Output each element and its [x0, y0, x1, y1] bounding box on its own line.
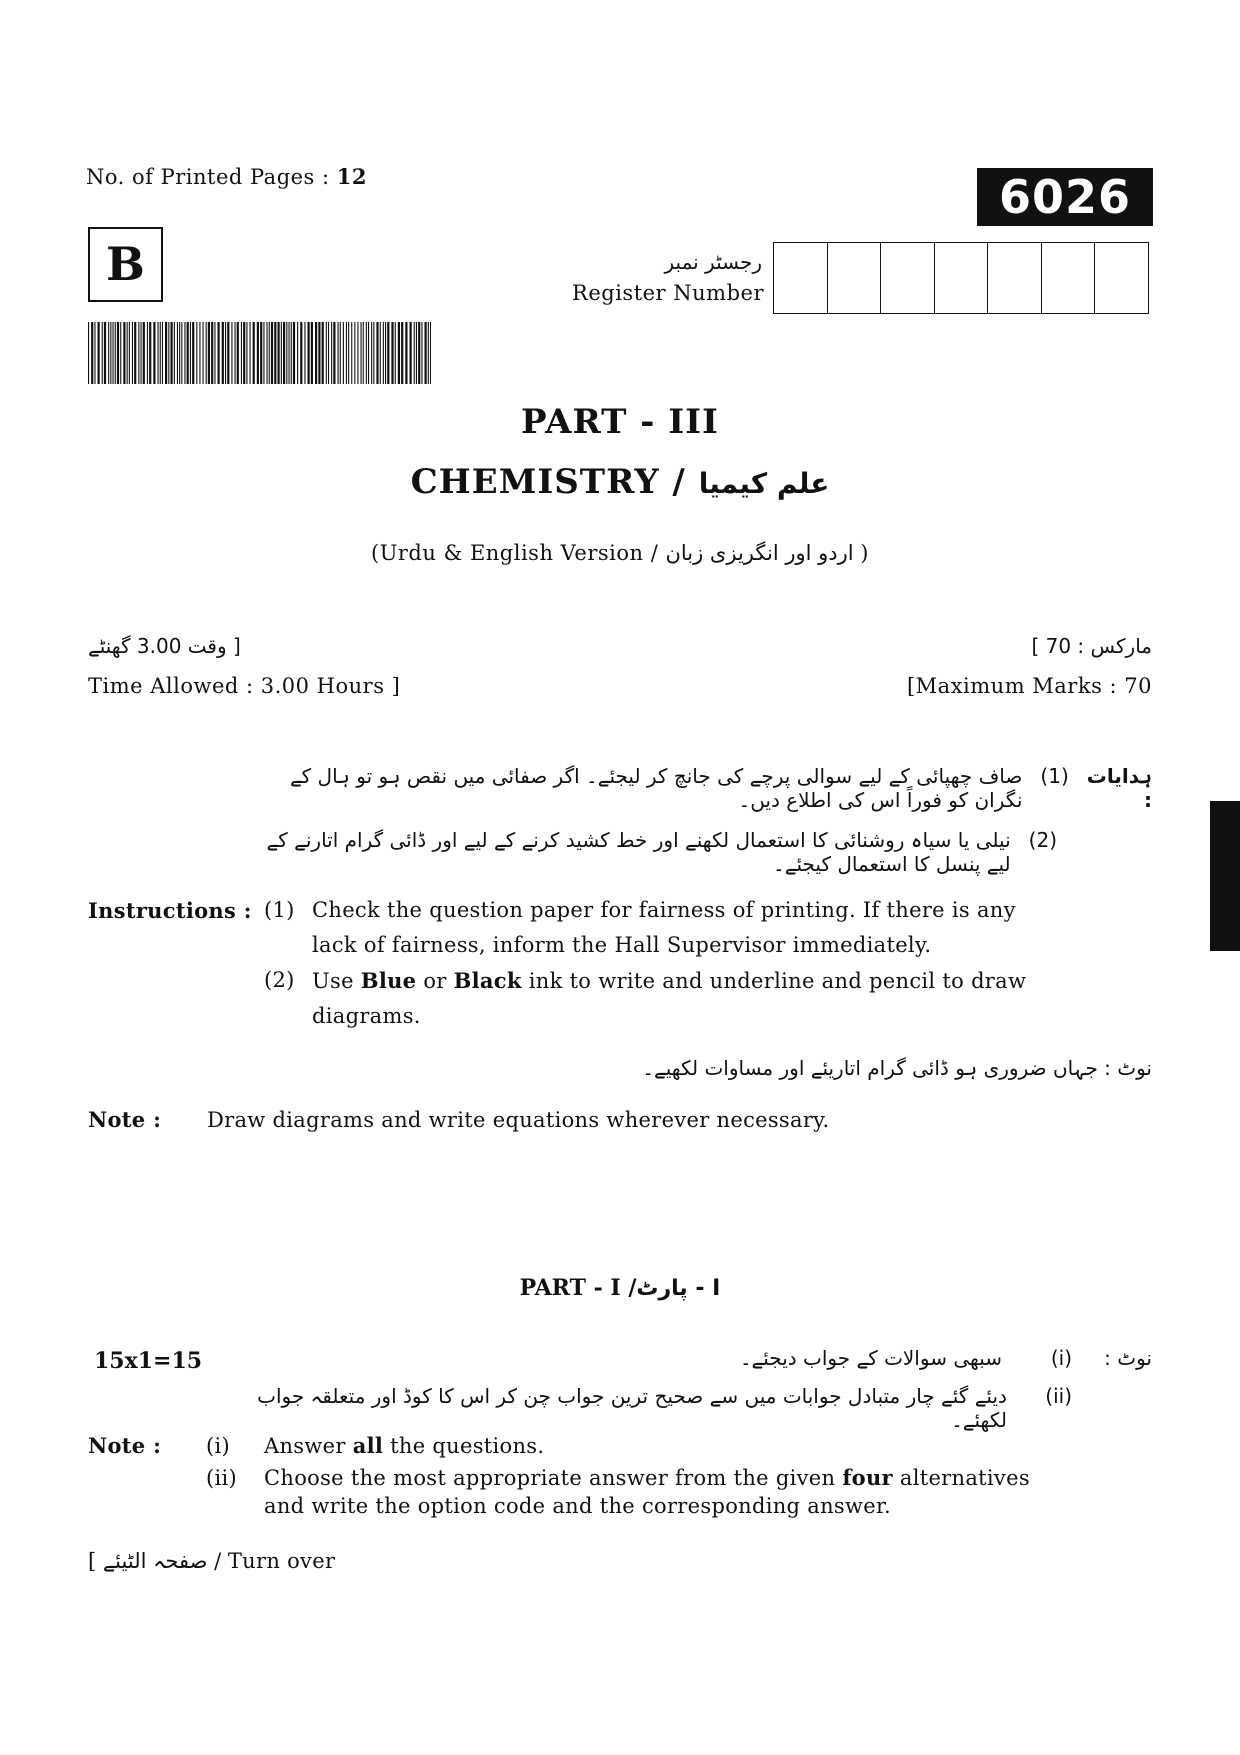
part-one-note: [88, 1432, 1092, 1520]
part-one-note-item: [88, 1432, 1092, 1460]
register-digit-box[interactable]: [774, 243, 828, 313]
register-digit-box[interactable]: [988, 243, 1042, 313]
part-one-title-urdu: I - پارٹ: [636, 1276, 721, 1301]
urdu-note-number: (i): [1050, 1346, 1072, 1370]
urdu-note-item: [252, 1384, 1152, 1432]
part-one-note-number: (i): [206, 1434, 231, 1458]
note-text-line: and write the option code and the corresponding answer.: [264, 1494, 891, 1518]
part-one-urdu-note: [252, 1346, 1152, 1432]
note-text-part: alternatives: [892, 1466, 1030, 1490]
urdu-instructions-label: ہدایات :: [1086, 764, 1152, 812]
printed-pages-value: 12: [336, 164, 367, 189]
urdu-instruction-text: نیلی یا سیاہ روشنائی کا استعمال لکھنے اور خط کشید کرنے کے لیے اور ڈائی گرام اتارنے کے لیے پنسل کا استعمال کیجئے۔: [266, 828, 1011, 876]
note: [88, 1107, 830, 1132]
time-allowed: Time Allowed : 3.00 Hours ]: [88, 674, 401, 698]
note-text: Draw diagrams and write equations wherever necessary.: [207, 1108, 830, 1132]
version-english: (Urdu & English Version /: [371, 541, 666, 565]
note-label: Note :: [88, 1107, 162, 1132]
note-urdu: نوٹ : جہاں ضروری ہو ڈائی گرام اتاریئے اور مساوات لکھیے۔: [642, 1056, 1152, 1080]
turn-over-open: [: [88, 1549, 103, 1573]
instruction-number: (1): [264, 898, 295, 922]
subject-title-urdu: علم کیمیا: [698, 467, 830, 500]
part-one-note-label: Note :: [88, 1433, 162, 1458]
instructions-block: [88, 893, 1092, 1034]
instruction-number: (2): [264, 968, 295, 992]
instruction-text-line: diagrams.: [312, 1004, 421, 1028]
part-one-note-number: (ii): [206, 1466, 238, 1490]
subject-title: [0, 462, 1240, 502]
instruction-text-part: Use: [312, 969, 361, 993]
part-one-title: [0, 1275, 1240, 1301]
subject-title-english: CHEMISTRY /: [410, 462, 686, 502]
register-number-label: Register Number: [572, 281, 764, 305]
instruction-text: [312, 963, 1082, 1034]
instruction-item: [88, 893, 1092, 963]
version-urdu: اردو اور انگریزی زبان: [665, 541, 854, 565]
instruction-emphasis-black: Black: [453, 968, 522, 993]
register-digit-box[interactable]: [1095, 243, 1148, 313]
urdu-note-number: (ii): [1045, 1384, 1072, 1408]
register-digit-box[interactable]: [1042, 243, 1096, 313]
paper-code-badge: 6026: [977, 168, 1153, 226]
urdu-instruction-item: [252, 764, 1152, 812]
instruction-emphasis-blue: Blue: [360, 968, 417, 993]
instruction-text-line: Check the question paper for fairness of printing. If there is any: [312, 898, 1016, 922]
printed-pages-count: [86, 164, 367, 189]
maximum-marks: [Maximum Marks : 70: [906, 674, 1152, 698]
series-letter-box: B: [88, 227, 163, 302]
urdu-instructions: [252, 764, 1152, 876]
part-one-note-text: [264, 1432, 1092, 1460]
urdu-instruction-item: [252, 828, 1152, 876]
urdu-note-label: نوٹ :: [1104, 1346, 1152, 1370]
urdu-instruction-text: صاف چھپائی کے لیے سوالی پرچے کی جانچ کر لیجئے۔ اگر صفائی میں نقص ہو تو ہال کے نگران کو فوراً اس کی اطلاع دیں۔: [289, 764, 1023, 812]
instruction-text-part: ink to write and underline and pencil to draw: [521, 969, 1027, 993]
instruction-text-line: lack of fairness, inform the Hall Supervisor immediately.: [312, 933, 932, 957]
register-digit-box[interactable]: [881, 243, 935, 313]
printed-pages-label: No. of Printed Pages :: [86, 165, 337, 189]
urdu-note-text: دیئے گئے چار متبادل جوابات میں سے صحیح ترین جواب چن کر اس کا کوڈ اور متعلقہ جواب لکھئے۔: [257, 1384, 1007, 1432]
version-close: ): [853, 541, 869, 565]
register-number-label-urdu: رجسٹر نمبر: [664, 250, 762, 274]
register-number-boxes[interactable]: [773, 242, 1149, 314]
page-edge-tab-marker: [1210, 801, 1240, 951]
urdu-note-text: سبھی سوالات کے جواب دیجئے۔: [739, 1346, 1002, 1370]
register-digit-box[interactable]: [828, 243, 882, 313]
note-text-part: Answer: [264, 1434, 353, 1458]
barcode-image: [88, 322, 431, 384]
version-line: [0, 541, 1240, 565]
marks-scheme: 15x1=15: [94, 1348, 203, 1374]
register-digit-box[interactable]: [935, 243, 989, 313]
instructions-label: Instructions :: [88, 898, 252, 923]
turn-over-text: / Turn over: [207, 1549, 336, 1573]
instruction-item: [88, 963, 1092, 1034]
turn-over-urdu: صفحہ الٹیئے: [102, 1549, 208, 1573]
note-text-part: the questions.: [383, 1434, 545, 1458]
note-text-part: Choose the most appropriate answer from the given: [264, 1466, 843, 1490]
urdu-instruction-number: (1): [1040, 764, 1069, 788]
instruction-text: [312, 893, 1082, 963]
maximum-marks-urdu: مارکس : 70 ]: [1031, 634, 1152, 658]
part-one-note-text: [264, 1464, 1092, 1520]
note-emphasis-four: four: [842, 1465, 893, 1490]
time-allowed-urdu: [ وقت 3.00 گھنٹے: [88, 634, 241, 658]
turn-over-footer: [88, 1549, 335, 1573]
urdu-instruction-number: (2): [1028, 828, 1057, 852]
instruction-text-part: or: [416, 969, 454, 993]
part-title: PART - III: [521, 402, 719, 442]
urdu-note-item: [252, 1346, 1152, 1370]
part-one-title-english: PART - I /: [519, 1275, 637, 1301]
note-emphasis-all: all: [352, 1433, 384, 1458]
part-one-note-item: [88, 1464, 1092, 1520]
